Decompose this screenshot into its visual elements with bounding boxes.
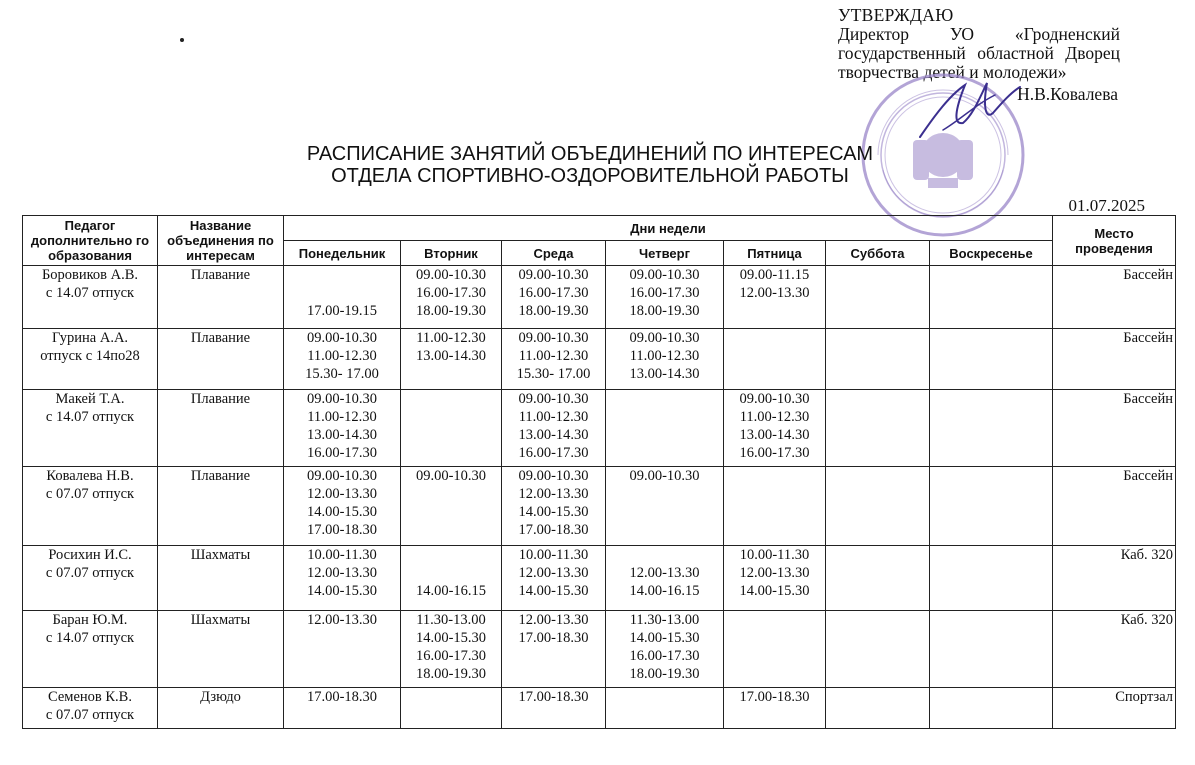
header-place: Место проведения: [1053, 216, 1176, 266]
thursday-cell: [606, 266, 724, 329]
approval-heading: УТВЕРЖДАЮ: [838, 5, 954, 25]
time-slot: 10.00-11.30: [307, 547, 377, 563]
table-row: [23, 266, 1176, 329]
saturday-cell: [826, 390, 930, 467]
monday-cell: [284, 467, 401, 546]
monday-cell: [284, 390, 401, 467]
time-slot: 11.00-12.30: [518, 409, 589, 425]
table-row: [23, 329, 1176, 390]
sunday-cell: [930, 546, 1053, 611]
time-slot: 09.00-10.30: [518, 267, 589, 283]
time-slot: 18.00-19.30: [415, 666, 487, 682]
wednesday-cell: [502, 546, 606, 611]
thursday-cell: [606, 390, 724, 467]
friday-cell: [724, 611, 826, 688]
teacher-name: Гурина А.А.: [51, 330, 129, 346]
teacher-name: Баран Ю.М.: [52, 612, 128, 628]
time-slot: 11.00-12.30: [518, 348, 589, 364]
friday-cell: [724, 546, 826, 611]
teacher-cell: [23, 611, 158, 688]
time-slot: 09.00-11.15: [739, 267, 810, 283]
approval-text: Директор УО «Гродненский государственный областной Дворец творчества детей и молодежи»: [838, 24, 1120, 82]
table-row: [23, 611, 1176, 688]
time-slot: 09.00-10.30: [739, 391, 810, 407]
teacher-note: отпуск с 14по28: [40, 348, 140, 364]
time-slot: 12.00-13.30: [518, 612, 589, 628]
time-slot: 17.00-18.30: [518, 630, 589, 646]
group-cell: Шахматы: [158, 611, 284, 688]
teacher-name: Ковалева Н.В.: [46, 468, 134, 484]
time-slot: 17.00-18.30: [518, 689, 589, 705]
time-slot: 12.00-13.30: [306, 612, 378, 628]
time-slot: 16.00-17.30: [518, 445, 589, 461]
time-slot: 12.00-13.30: [306, 565, 378, 581]
table-row: [23, 390, 1176, 467]
time-slot: 18.00-19.30: [629, 303, 700, 319]
group-cell: Шахматы: [158, 546, 284, 611]
teacher-cell: [23, 390, 158, 467]
saturday-cell: [826, 546, 930, 611]
time-slot: 09.00-10.30: [518, 330, 589, 346]
approval-signer: Н.В.Ковалева: [1017, 84, 1118, 104]
time-slot: 12.00-13.30: [518, 486, 589, 502]
friday-cell: [724, 266, 826, 329]
time-slot: 15.30- 17.00: [516, 366, 591, 382]
teacher-name: Семенов К.В.: [48, 689, 132, 705]
thursday-cell: [606, 611, 724, 688]
friday-cell: [724, 390, 826, 467]
teacher-cell: [23, 546, 158, 611]
saturday-cell: [826, 266, 930, 329]
saturday-cell: [826, 688, 930, 729]
time-slot: 13.00-14.30: [518, 427, 589, 443]
header-day-friday: Пятница: [724, 241, 826, 266]
place-cell: Бассейн: [1053, 467, 1176, 546]
time-slot: 09.00-10.30: [629, 330, 700, 346]
time-slot: 11.00-12.30: [416, 330, 486, 346]
time-slot: 17.00-18.30: [306, 689, 378, 705]
group-cell: Плавание: [158, 390, 284, 467]
place-cell: Бассейн: [1053, 329, 1176, 390]
sunday-cell: [930, 467, 1053, 546]
tuesday-cell: [401, 390, 502, 467]
teacher-note: с 14.07 отпуск: [45, 409, 135, 425]
time-slot: 12.00-13.30: [629, 565, 700, 581]
sunday-cell: [930, 329, 1053, 390]
time-slot: 09.00-10.30: [629, 267, 700, 283]
group-cell: Плавание: [158, 467, 284, 546]
time-slot: 16.00-17.30: [629, 648, 700, 664]
time-slot: 09.00-10.30: [629, 468, 700, 484]
time-slot: 11.00-12.30: [307, 348, 377, 364]
saturday-cell: [826, 611, 930, 688]
thursday-cell: [606, 546, 724, 611]
teacher-name: Росихин И.С.: [48, 547, 132, 563]
group-cell: Плавание: [158, 266, 284, 329]
wednesday-cell: [502, 688, 606, 729]
time-slot: 12.00-13.30: [306, 486, 378, 502]
time-slot: 14.00-15.30: [306, 504, 378, 520]
scan-speck: [180, 38, 184, 42]
title-line-2: ОТДЕЛА СПОРТИВНО-ОЗДОРОВИТЕЛЬНОЙ РАБОТЫ: [331, 165, 849, 187]
time-slot: 18.00-19.30: [518, 303, 589, 319]
time-slot: 11.30-13.00: [416, 612, 486, 628]
time-slot: 14.00-15.30: [739, 583, 810, 599]
teacher-name: Макей Т.А.: [55, 391, 125, 407]
time-slot: 18.00-19.30: [629, 666, 700, 682]
tuesday-cell: [401, 467, 502, 546]
sunday-cell: [930, 390, 1053, 467]
tuesday-cell: [401, 611, 502, 688]
time-slot: 11.00-12.30: [307, 409, 377, 425]
tuesday-cell: [401, 266, 502, 329]
teacher-cell: [23, 266, 158, 329]
teacher-note: с 14.07 отпуск: [45, 630, 135, 646]
time-slot: 17.00-19.15: [306, 303, 378, 319]
time-slot: 16.00-17.30: [415, 648, 487, 664]
thursday-cell: [606, 467, 724, 546]
time-slot: 12.00-13.30: [739, 565, 810, 581]
group-cell: Дзюдо: [158, 688, 284, 729]
monday-cell: [284, 546, 401, 611]
wednesday-cell: [502, 611, 606, 688]
time-slot: 09.00-10.30: [415, 468, 487, 484]
time-slot: 11.00-12.30: [629, 348, 700, 364]
thursday-cell: [606, 329, 724, 390]
header-day-thursday: Четверг: [606, 241, 724, 266]
time-slot: 13.00-14.30: [415, 348, 487, 364]
time-slot: 17.00-18.30: [306, 522, 378, 538]
friday-cell: [724, 688, 826, 729]
monday-cell: [284, 329, 401, 390]
wednesday-cell: [502, 467, 606, 546]
time-slot: 16.00-17.30: [415, 285, 487, 301]
table-row: [23, 467, 1176, 546]
table-row: [23, 688, 1176, 729]
time-slot: 14.00-15.30: [518, 583, 589, 599]
header-group: Название объединения по интересам: [158, 216, 284, 266]
wednesday-cell: [502, 266, 606, 329]
monday-cell: [284, 266, 401, 329]
time-slot: 09.00-10.30: [306, 330, 378, 346]
place-cell: Бассейн: [1053, 266, 1176, 329]
friday-cell: [724, 467, 826, 546]
time-slot: 18.00-19.30: [415, 303, 487, 319]
time-slot: 09.00-10.30: [415, 267, 487, 283]
header-days: Дни недели: [284, 216, 1053, 241]
time-slot: 09.00-10.30: [306, 391, 378, 407]
time-slot: 16.00-17.30: [739, 445, 810, 461]
thursday-cell: [606, 688, 724, 729]
time-slot: 10.00-11.30: [739, 547, 810, 563]
time-slot: 10.00-11.30: [518, 547, 589, 563]
tuesday-cell: [401, 688, 502, 729]
monday-cell: [284, 611, 401, 688]
tuesday-cell: [401, 546, 502, 611]
title-line-1: РАСПИСАНИЕ ЗАНЯТИЙ ОБЪЕДИНЕНИЙ ПО ИНТЕРЕСАМ: [306, 143, 874, 165]
sunday-cell: [930, 611, 1053, 688]
time-slot: 14.00-15.30: [629, 630, 700, 646]
sunday-cell: [930, 266, 1053, 329]
saturday-cell: [826, 329, 930, 390]
teacher-cell: [23, 688, 158, 729]
schedule-table: [22, 215, 1176, 729]
time-slot: 15.30- 17.00: [305, 366, 379, 382]
teacher-cell: [23, 467, 158, 546]
teacher-name: Боровиков А.В.: [41, 267, 139, 283]
document-date: 01.07.2025: [1068, 196, 1145, 215]
time-slot: 17.00-18.30: [518, 522, 589, 538]
teacher-note: с 14.07 отпуск: [45, 285, 135, 301]
time-slot: 14.00-16.15: [629, 583, 700, 599]
header-day-tuesday: Вторник: [401, 241, 502, 266]
time-slot: 16.00-17.30: [629, 285, 700, 301]
friday-cell: [724, 329, 826, 390]
saturday-cell: [826, 467, 930, 546]
teacher-note: с 07.07 отпуск: [45, 707, 135, 723]
time-slot: 13.00-14.30: [629, 366, 700, 382]
wednesday-cell: [502, 329, 606, 390]
place-cell: Бассейн: [1053, 390, 1176, 467]
sunday-cell: [930, 688, 1053, 729]
header-day-monday: Понедельник: [284, 241, 401, 266]
teacher-cell: [23, 329, 158, 390]
time-slot: 12.00-13.30: [518, 565, 589, 581]
monday-cell: [284, 688, 401, 729]
teacher-note: с 07.07 отпуск: [45, 565, 135, 581]
time-slot: 14.00-16.15: [415, 583, 487, 599]
teacher-note: с 07.07 отпуск: [45, 486, 135, 502]
header-day-wednesday: Среда: [502, 241, 606, 266]
group-cell: Плавание: [158, 329, 284, 390]
document-title: [190, 143, 990, 187]
time-slot: 09.00-10.30: [306, 468, 378, 484]
time-slot: 13.00-14.30: [306, 427, 378, 443]
handwritten-signature: [915, 75, 1025, 145]
time-slot: 13.00-14.30: [739, 427, 810, 443]
time-slot: 17.00-18.30: [739, 689, 810, 705]
time-slot: 16.00-17.30: [306, 445, 378, 461]
header-day-sunday: Воскресенье: [930, 241, 1053, 266]
time-slot: 16.00-17.30: [518, 285, 589, 301]
time-slot: 09.00-10.30: [518, 391, 589, 407]
time-slot: 14.00-15.30: [306, 583, 378, 599]
time-slot: 09.00-10.30: [518, 468, 589, 484]
time-slot: 12.00-13.30: [739, 285, 810, 301]
time-slot: 11.30-13.00: [629, 612, 700, 628]
place-cell: Каб. 320: [1053, 611, 1176, 688]
table-row: [23, 546, 1176, 611]
place-cell: Спортзал: [1053, 688, 1176, 729]
time-slot: 14.00-15.30: [415, 630, 487, 646]
tuesday-cell: [401, 329, 502, 390]
time-slot: 14.00-15.30: [518, 504, 589, 520]
place-cell: Каб. 320: [1053, 546, 1176, 611]
header-teacher: Педагог дополнительно го образования: [23, 216, 158, 266]
wednesday-cell: [502, 390, 606, 467]
time-slot: 11.00-12.30: [739, 409, 810, 425]
header-day-saturday: Суббота: [826, 241, 930, 266]
